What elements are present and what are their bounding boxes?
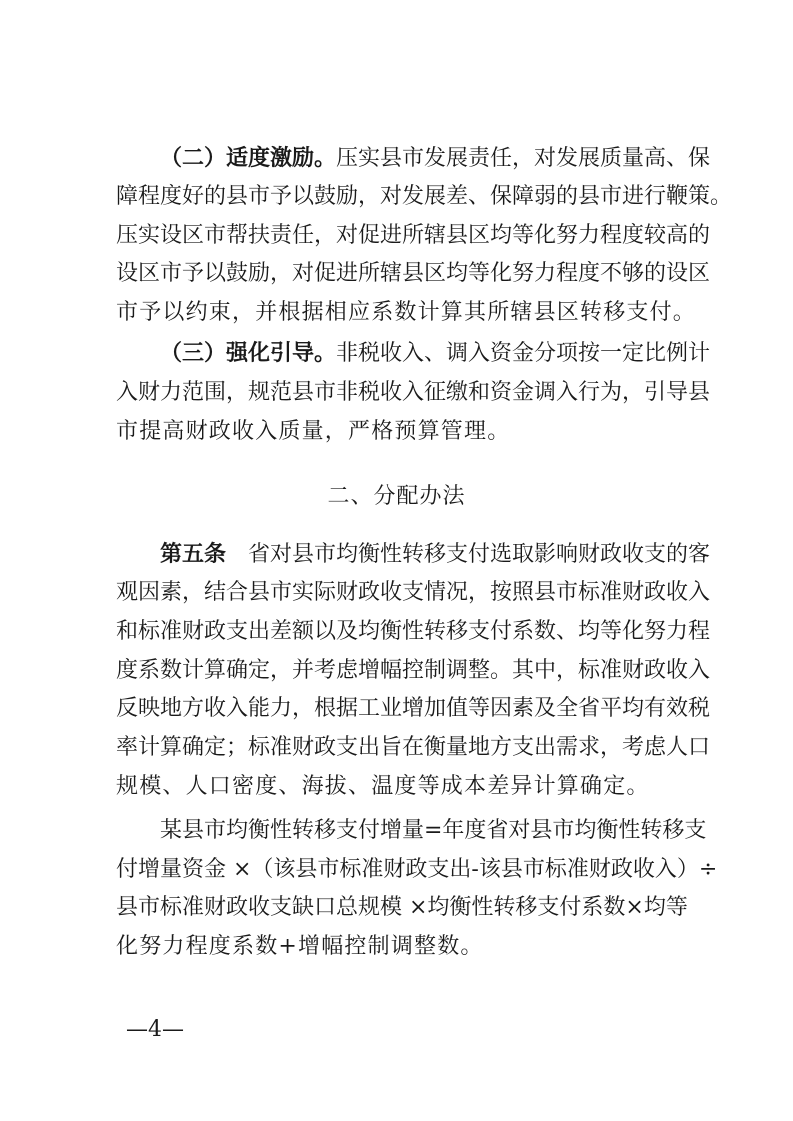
paragraph-line: 率计算确定；标准财政支出旨在衡量地方支出需求，考虑人口 (116, 735, 711, 760)
paragraph-line: 反映地方收入能力，根据工业增加值等因素及全省平均有效税 (116, 696, 711, 721)
paragraph-line: 第五条 省对县市均衡性转移支付选取影响财政收支的客 (160, 542, 711, 567)
paragraph-line: 付增量资金 ×（该县市标准财政支出-该县市标准财政收入）÷ (116, 857, 718, 882)
paragraph-line: 度系数计算确定，并考虑增幅控制调整。其中，标准财政收入 (116, 658, 711, 683)
section-title: （三）强化引导。 (160, 341, 337, 366)
paragraph-line: 入财力范围，规范县市非税收入征缴和资金调入行为，引导县 (116, 380, 711, 405)
section-title: （二）适度激励。 (160, 146, 337, 171)
page-number: —4— (126, 1017, 184, 1042)
paragraph-line: （三）强化引导。非税收入、调入资金分项按一定比例计 (160, 341, 711, 366)
paragraph-line: 某县市均衡性转移支付增量=年度省对县市均衡性转移支 (160, 818, 707, 843)
paragraph-line: 县市标准财政收支缺口总规模 ×均衡性转移支付系数×均等 (116, 895, 688, 920)
article-title: 第五条 (160, 542, 227, 567)
heading-text: 二、分配办法 (327, 484, 466, 509)
paragraph-line: 观因素，结合县市实际财政收支情况，按照县市标准财政收入 (116, 580, 711, 605)
paragraph-line: 市予以约束，并根据相应系数计算其所辖县区转移支付。 (116, 300, 697, 325)
paragraph-line: 市提高财政收入质量，严格预算管理。 (116, 419, 511, 444)
paragraph-line: 设区市予以鼓励，对促进所辖县区均等化努力程度不够的设区 (116, 261, 711, 286)
paragraph-line: 和标准财政支出差额以及均衡性转移支付系数、均等化努力程 (116, 619, 711, 644)
paragraph-line: （二）适度激励。压实县市发展责任，对发展质量高、保 (160, 146, 711, 171)
paragraph-line: 压实设区市帮扶责任，对促进所辖县区均等化努力程度较高的 (116, 223, 711, 248)
paragraph-line: 化努力程度系数+增幅控制调整数。 (116, 934, 484, 959)
paragraph-line: 障程度好的县市予以鼓励，对发展差、保障弱的县市进行鞭策。 (116, 184, 733, 209)
paragraph-line: 规模、人口密度、海拔、温度等成本差异计算确定。 (116, 774, 650, 799)
